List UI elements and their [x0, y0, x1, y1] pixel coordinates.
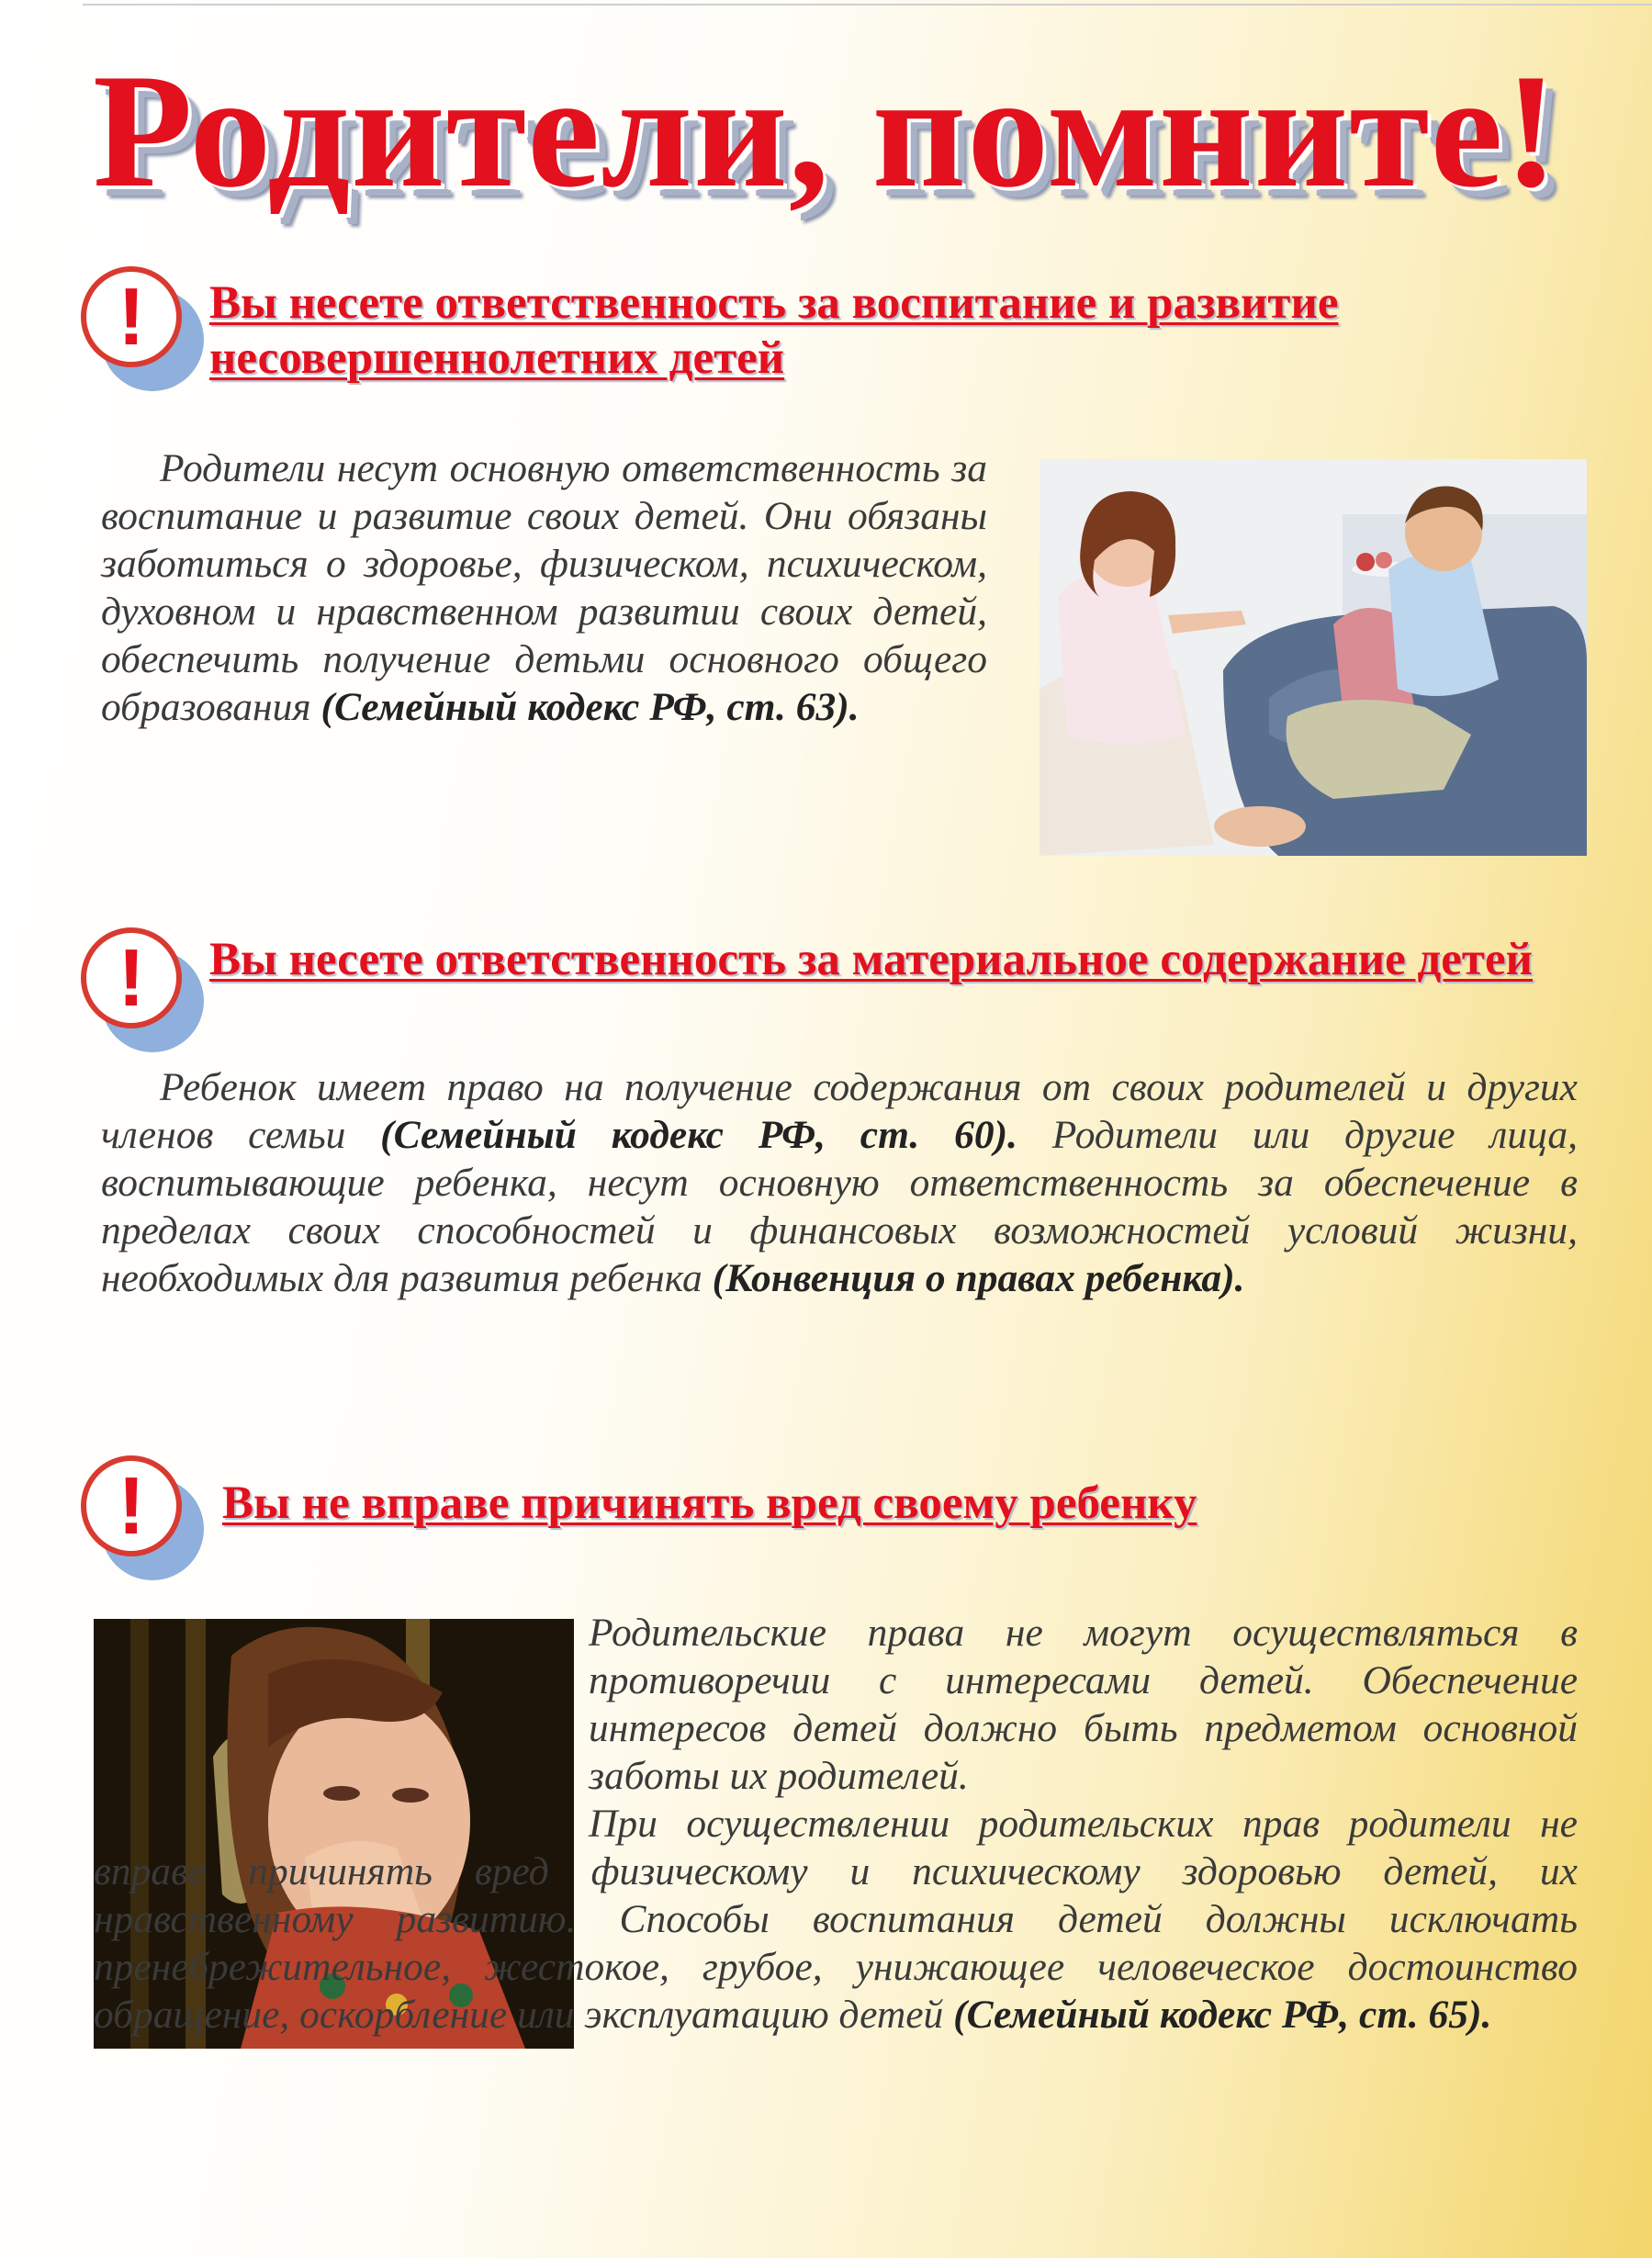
exclamation-icon: !: [118, 1460, 145, 1551]
exclamation-badge-3: [81, 1455, 209, 1584]
exclamation-icon: !: [118, 271, 145, 362]
section-1-text: Родители несут основную ответственность за воспитание и развитие своих детей. Они обязаны заботиться о здоровье, физическом, психическом, духовном и нравственном развитии своих детей, обеспечить получение детьми основного общего образования (Семейный кодекс РФ, ст. 63).: [101, 446, 987, 729]
mother-son-photo: [1040, 459, 1587, 856]
exclamation-badge-1: [81, 266, 209, 395]
exclamation-icon: !: [118, 932, 145, 1023]
section-1-heading: Вы несете ответственность за воспитание и развитие несовершеннолетних детей: [209, 277, 1339, 384]
section-3-citation: (Семейный кодекс РФ, ст. 65).: [953, 1993, 1492, 2037]
exclamation-badge-2: [81, 927, 209, 1056]
section-2-citation-1: (Семейный кодекс РФ, ст. 60).: [380, 1113, 1017, 1157]
section-3-text-2: При осуществлении родительских прав родители не вправе причинять вред физическому и психическому здоровью детей, их нравственному развитию. Способы воспитания детей должны исключать пренебрежительное, жестокое, грубое, унижающее человеческое достоинство обращение, оскорбление или эксплуатацию детей (Семейный кодекс РФ, ст. 65).: [94, 1802, 1578, 2037]
section-2-citation-2: (Конвенция о правах ребенка).: [712, 1256, 1245, 1300]
section-2-heading: Вы несете ответственность за материальное содержание детей: [209, 934, 1533, 985]
top-border-line: [83, 4, 1652, 6]
section-1-citation: (Семейный кодекс РФ, ст. 63).: [320, 685, 860, 729]
page-title: Родители, помните!: [93, 39, 1559, 221]
section-3-text-1: Родительские права не могут осуществляться в противоречии с интересами детей. Обеспечение интересов детей должно быть предметом основной заботы их родителей.: [589, 1611, 1578, 1798]
section-3-heading: Вы не вправе причинять вред своему ребенку: [222, 1477, 1197, 1529]
section-2-text: Ребенок имеет право на получение содержания от своих родителей и других членов семьи (Семейный кодекс РФ, ст. 60). Родители или другие лица, воспитывающие ребенка, несут основную ответственность за обеспечение в пределах своих способностей и финансовых возможностей условий жизни, необходимых для развития ребенка (Конвенция о правах ребенка).: [101, 1065, 1578, 1300]
